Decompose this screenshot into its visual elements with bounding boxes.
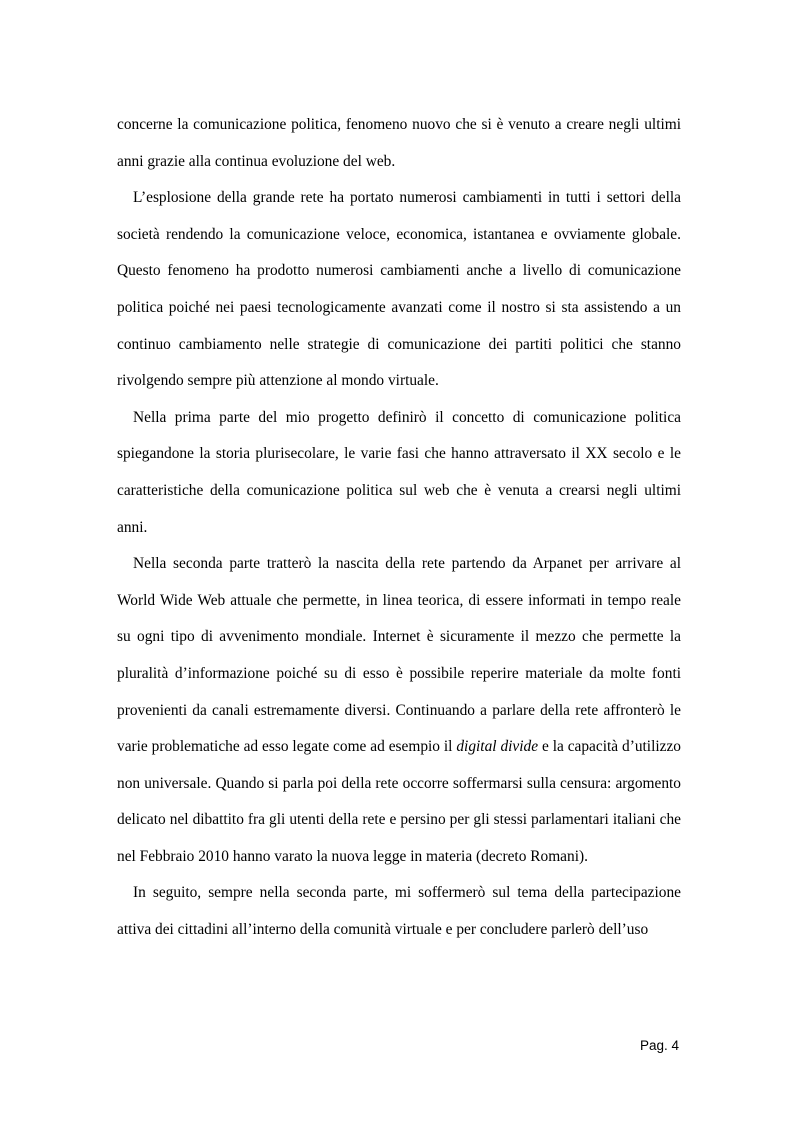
body-text xyxy=(117,107,681,949)
paragraph-5 xyxy=(117,875,681,948)
paragraph-1 xyxy=(117,107,681,180)
paragraph-2-text: L’esplosione della grande rete ha portato numerosi cambiamenti in tutti i settori della società rendendo la comunicazione veloce, economica, istantanea e ovviamente globale. Questo fenomeno ha prodotto numerosi cambiamenti anche a livello di comunicazione politica poiché nei paesi tecnologicamente avanzati come il nostro si sta assistendo a un continuo cambiamento nelle strategie di comunicazione dei partiti politici che stanno rivolgendo sempre più attenzione al mondo virtuale. xyxy=(117,189,681,390)
paragraph-3-text: Nella prima parte del mio progetto definirò il concetto di comunicazione politica spiegandone la storia plurisecolare, le varie fasi che hanno attraversato il XX secolo e le caratteristiche della comunicazione politica sul web che è venuta a crearsi negli ultimi anni. xyxy=(117,408,681,536)
paragraph-2 xyxy=(117,180,681,400)
paragraph-4-italic-term: digital divide xyxy=(456,738,539,756)
page-number: Pag. 4 xyxy=(639,1038,679,1053)
paragraph-4-text-b: e la capacità d’utilizzo non universale. Quando si parla poi della rete occorre soffermarsi sulla censura: argomento delicato nel dibattito fra gli utenti della rete e persino per gli stessi parlamentari italiani che nel Febbraio 2010 hanno varato la nuova legge in materia (decreto Romani). xyxy=(117,738,681,865)
paragraph-1-text: concerne la comunicazione politica, fenomeno nuovo che si è venuto a creare negli ultimi anni grazie alla continua evoluzione del web. xyxy=(117,116,681,170)
paragraph-4 xyxy=(117,546,681,875)
paragraph-5-text: In seguito, sempre nella seconda parte, mi soffermerò sul tema della partecipazione attiva dei cittadini all’interno della comunità virtuale e per concludere parlerò dell’uso xyxy=(117,884,681,939)
paragraph-3 xyxy=(117,400,681,546)
paragraph-4-text-a: Nella seconda parte tratterò la nascita della rete partendo da Arpanet per arrivare al World Wide Web attuale che permette, in linea teorica, di essere informati in tempo reale su ogni tipo di avvenimento mondiale. Internet è sicuramente il mezzo che permette la pluralità d’informazione poiché su di esso è possibile reperire materiale da molte fonti provenienti da canali estremamente diversi. Continuando a parlare della rete affronterò le varie problematiche ad esso legate come ad esempio il xyxy=(117,555,681,756)
